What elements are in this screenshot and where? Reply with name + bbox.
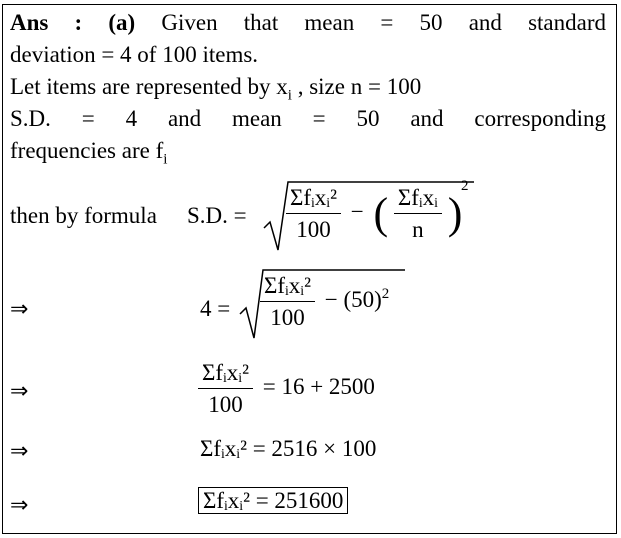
numerator: Σfᵢxᵢ² xyxy=(260,273,315,302)
final-answer-box xyxy=(198,488,348,514)
formula-prefix: then by formula xyxy=(10,203,157,228)
answer-option: (a) xyxy=(108,10,136,35)
step2-rhs: = 16 + 2500 xyxy=(262,373,375,399)
items-text: Let items are represented by x xyxy=(10,74,288,99)
answer-colon: : xyxy=(74,10,83,35)
step1-lhs: 4 = xyxy=(200,296,231,321)
implies-arrow: ⇒ xyxy=(10,492,29,517)
denominator: 100 xyxy=(296,217,331,242)
denominator: 100 xyxy=(208,392,243,417)
step3-expression: Σfᵢxᵢ² = 2516 × 100 xyxy=(200,436,377,461)
subscript-i: i xyxy=(287,87,292,104)
exponent: 2 xyxy=(461,178,469,194)
implies-arrow: ⇒ xyxy=(10,296,29,321)
fraction-sum-fx2 xyxy=(260,273,315,330)
right-paren: ) xyxy=(447,189,463,238)
denominator: n xyxy=(412,217,424,242)
items-definition xyxy=(10,72,421,102)
fraction-sum-fx2 xyxy=(286,185,341,242)
formula-radicand xyxy=(286,185,462,242)
mean-squared: − (50) xyxy=(324,286,382,312)
step1-radicand xyxy=(260,273,389,330)
left-paren: ( xyxy=(373,189,389,238)
numerator: Σfᵢxᵢ xyxy=(394,185,442,214)
minus-sign: − xyxy=(350,198,364,224)
fraction-mean xyxy=(394,185,442,242)
fraction-sum-fx2 xyxy=(198,360,253,417)
given-text: Given that mean = 50 and standard xyxy=(161,10,606,35)
denominator: 100 xyxy=(270,305,305,330)
given-text-continued: deviation = 4 of 100 items. xyxy=(10,42,259,67)
numerator: Σfᵢxᵢ² xyxy=(286,185,341,214)
step2-expression xyxy=(198,360,375,417)
exponent: 2 xyxy=(381,286,390,303)
implies-arrow: ⇒ xyxy=(10,438,29,463)
answer-label: Ans xyxy=(10,10,49,35)
frequencies-text: frequencies are f xyxy=(10,138,164,163)
size-text: , size n = 100 xyxy=(291,74,422,99)
numerator: Σfᵢxᵢ² xyxy=(198,360,253,389)
final-answer: Σfᵢxᵢ² = 251600 xyxy=(198,487,348,514)
implies-arrow: ⇒ xyxy=(10,378,29,403)
answer-intro-line xyxy=(10,8,606,38)
subscript-i: i xyxy=(163,151,168,168)
sd-mean-line: S.D. = 4 and mean = 50 and corresponding xyxy=(10,106,606,131)
sd-lhs: S.D. = xyxy=(187,203,247,228)
frequencies-line xyxy=(10,136,167,166)
